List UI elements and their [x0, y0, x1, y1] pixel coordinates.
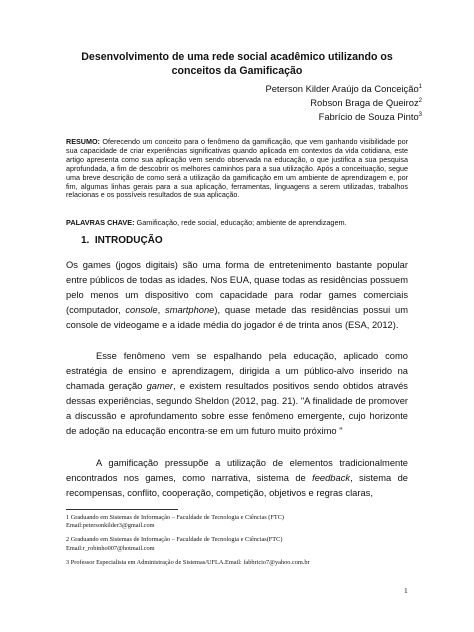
footnote-1	[66, 514, 416, 530]
footnote-email: Email:petersonkilder3@gmail.com	[66, 522, 155, 530]
footnote-mark: 3	[418, 112, 422, 119]
keywords-label: PALAVRAS CHAVE:	[66, 218, 135, 227]
body-paragraph-2	[66, 349, 408, 440]
emphasis-text: feedback	[312, 473, 351, 484]
section-heading	[81, 235, 163, 246]
abstract-text: Oferecendo um conceito para o fenômeno da gamificação, que vem ganhando visibilidade por sua capacidade de criar experiências significativas quando aplicada em contextos da vida cotidiana, este artigo apresenta como sua aplicação vem sendo observada na educação, o que justifica a sua pesquisa aprofundada, a fim de descobrir os melhores caminhos para a sua utilização. Após a conceituação, segue uma breve descrição de como será a utilização da gamificação em um ambiente de aprendizagem e, por fim, algumas linhas gerais para a sua aplicação, ferramentas, linguagens a serem utilizadas, trabalhos relacionas e os possíveis resultados de sua aplicação.	[66, 137, 408, 200]
emphasis-text: console	[125, 305, 158, 316]
paper-title: Desenvolvimento de uma rede social acadêmico utilizando os conceitos da Gamificação	[81, 51, 393, 77]
footnotes	[66, 514, 416, 573]
page-number: 1	[404, 586, 408, 595]
emphasis-text: smartphone	[165, 305, 215, 316]
footnote-text: 3 Professor Especialista em Administração de Sistemas/UFLA.Email: fabbricio7@yahoo.com.br	[66, 558, 310, 566]
paragraph-text: ,	[157, 305, 166, 316]
footnote-text: 2 Graduando em Sistemas de Informação – Faculdade de Tecnologia e Ciências(FTC)	[66, 536, 283, 544]
paragraph-text: Esse fenômeno vem se espalhando pela educação, aplicado como estratégia de ensino e aprendizagem, dirigida a um público-alvo inserido na chamada geração	[66, 351, 408, 392]
footnote-divider	[66, 509, 178, 510]
abstract	[66, 138, 408, 200]
footnote-mark: 2	[418, 98, 422, 105]
body-paragraph-1	[66, 258, 408, 333]
author-name: Peterson Kilder Araújo da Conceição	[265, 83, 419, 95]
author-3	[265, 109, 422, 123]
keywords-text: Gamificação, rede social, educação; ambiente de aprendizagem.	[136, 218, 347, 227]
section-title: INTRODUÇÃO	[94, 235, 163, 246]
author-name: Robson Braga de Queiroz	[310, 97, 419, 109]
footnote-3	[66, 559, 416, 567]
footnote-2	[66, 536, 416, 552]
body-paragraph-3	[66, 456, 408, 501]
paragraph-text: , sistema de recompensas, conflito, cooperação, competição, objetivos e regras claras,	[66, 473, 408, 499]
paragraph-text: , e existem resultados positivos sendo obtidos através dessas experiências, segundo Sheldon (2012, pag. 21). "A finalidade de promover a discussão e aprofundamento sobre esse fenômeno emergente, cujo horizonte de adoção na educação encontra-se em um futuro muito próximo "	[66, 381, 408, 437]
emphasis-text: gamer	[146, 381, 174, 392]
author-1	[265, 81, 422, 95]
section-number: 1.	[81, 235, 90, 246]
footnote-email: Email:r_robinho007@hotmail.com	[66, 544, 155, 552]
paragraph-text: ), quase metade das residências possui um console de videogame e a idade média do jogador é de trinta anos (ESA, 2012).	[66, 305, 408, 331]
footnote-text: 1 Graduando em Sistemas de Informação – Faculdade de Tecnologia e Ciências (FTC)	[66, 514, 285, 521]
abstract-label: RESUMO:	[66, 137, 100, 146]
paragraph-text: Os games (jogos digitais) são uma forma de entretenimento bastante popular entre públicos de todas as idades. Nos EUA, quase todas as residências possuem pelo menos um dispositivo com capacidade para rodar games comerciais (computador,	[66, 260, 408, 316]
author-2	[265, 95, 422, 109]
keywords	[66, 218, 408, 227]
footnote-mark: 1	[418, 84, 422, 90]
author-name: Fabrício de Souza Pinto	[318, 111, 419, 123]
author-list	[265, 81, 422, 123]
paragraph-text: A gamificação pressupõe a utilização de elementos tradicionalmente encontrados nos games, como narrativa, sistema de	[66, 458, 408, 484]
